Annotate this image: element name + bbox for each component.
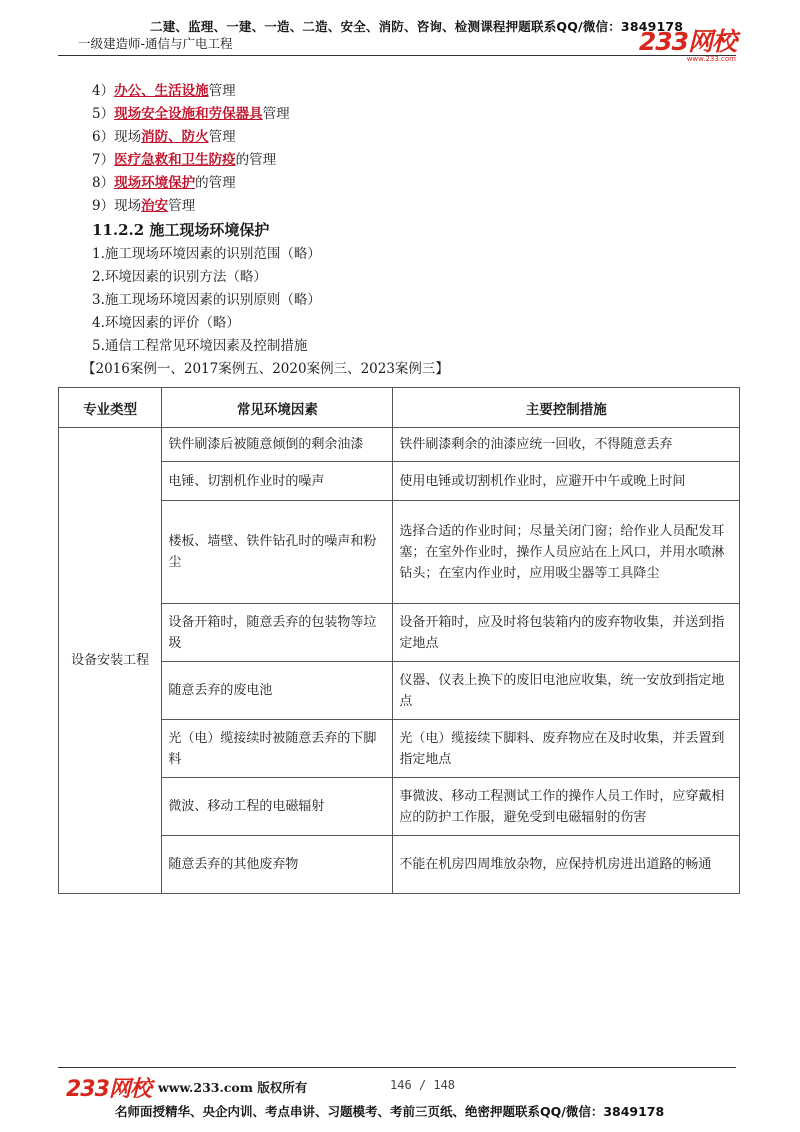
measure-cell: 光（电）缆接续下脚料、废弃物应在及时收集，并丢置到指定地点 bbox=[393, 720, 740, 778]
factor-cell: 楼板、墙壁、铁件钻孔时的噪声和粉尘 bbox=[162, 501, 393, 604]
header-contact-line: 二建、监理、一建、一造、二造、安全、消防、咨询、检测课程押题联系QQ/微信：3849178 bbox=[150, 19, 684, 34]
brand-logo bbox=[639, 22, 736, 63]
sub-item: 1.施工现场环境因素的识别范围（略） bbox=[92, 246, 321, 262]
footer-copyright: www.233.com 版权所有 bbox=[158, 1080, 308, 1095]
list-item: 9）现场治安管理 bbox=[92, 198, 196, 214]
measure-cell: 不能在机房四周堆放杂物，应保持机房进出道路的畅通 bbox=[393, 836, 740, 894]
header-factor: 常见环境因素 bbox=[162, 388, 393, 428]
footer-divider bbox=[58, 1067, 736, 1068]
brand-logo-sub: www.233.com bbox=[686, 55, 736, 63]
factor-cell: 光（电）缆接续时被随意丢弃的下脚料 bbox=[162, 720, 393, 778]
sub-item: 5.通信工程常见环境因素及控制措施 bbox=[92, 338, 308, 354]
table-header-row bbox=[59, 388, 740, 428]
measure-cell: 选择合适的作业时间；尽量关闭门窗；给作业人员配发耳塞；在室外作业时，操作人员应站在上风口，并用水喷淋钻头；在室内作业时，应用吸尘器等工具降尘 bbox=[393, 501, 740, 604]
sub-item: 3.施工现场环境因素的识别原则（略） bbox=[92, 292, 321, 308]
list-item: 4）办公、生活设施管理 bbox=[92, 83, 236, 99]
factor-cell: 设备开箱时，随意丢弃的包装物等垃圾 bbox=[162, 604, 393, 662]
header-subtitle: 一级建造师-通信与广电工程 bbox=[78, 36, 233, 51]
measure-cell: 仪器、仪表上换下的废旧电池应收集，统一安放到指定地点 bbox=[393, 662, 740, 720]
measure-cell: 设备开箱时，应及时将包装箱内的废弃物收集，并送到指定地点 bbox=[393, 604, 740, 662]
environment-factors-table bbox=[58, 387, 740, 894]
factor-cell: 随意丢弃的其他废弃物 bbox=[162, 836, 393, 894]
document-body bbox=[82, 80, 742, 381]
factor-cell: 电锤、切割机作业时的噪声 bbox=[162, 462, 393, 501]
footer-contact-line: 名师面授精华、央企内训、考点串讲、习题模考、考前三页纸、绝密押题联系QQ/微信：3849178 bbox=[115, 1104, 665, 1119]
table-row bbox=[59, 428, 740, 462]
list-item: 6）现场消防、防火管理 bbox=[92, 129, 236, 145]
list-item: 8）现场环境保护的管理 bbox=[92, 175, 236, 191]
header-measure: 主要控制措施 bbox=[393, 388, 740, 428]
factor-cell: 微波、移动工程的电磁辐射 bbox=[162, 778, 393, 836]
page-number: 146 / 148 bbox=[390, 1078, 456, 1092]
factor-cell: 铁件刷漆后被随意倾倒的剩余油漆 bbox=[162, 428, 393, 462]
brand-logo-text: 233网校 bbox=[638, 27, 736, 56]
list-item: 7）医疗急救和卫生防疫的管理 bbox=[92, 152, 277, 168]
measure-cell: 铁件刷漆剩余的油漆应统一回收，不得随意丢弃 bbox=[393, 428, 740, 462]
measure-cell: 事微波、移动工程测试工作的操作人员工作时，应穿戴相应的防护工作服，避免受到电磁辐射的伤害 bbox=[393, 778, 740, 836]
header-category: 专业类型 bbox=[59, 388, 162, 428]
measure-cell: 使用电锤或切割机作业时，应避开中午或晚上时间 bbox=[393, 462, 740, 501]
list-item: 5）现场安全设施和劳保器具管理 bbox=[92, 106, 290, 122]
header-divider bbox=[58, 55, 736, 56]
footer-logo: 233网校 bbox=[66, 1077, 151, 1102]
category-cell: 设备安装工程 bbox=[59, 428, 162, 894]
factor-cell: 随意丢弃的废电池 bbox=[162, 662, 393, 720]
case-reference: 【2016案例一、2017案例五、2020案例三、2023案例三】 bbox=[82, 361, 449, 377]
sub-item: 2.环境因素的识别方法（略） bbox=[92, 269, 267, 285]
section-title: 11.2.2 施工现场环境保护 bbox=[92, 221, 270, 239]
sub-item: 4.环境因素的评价（略） bbox=[92, 315, 240, 331]
